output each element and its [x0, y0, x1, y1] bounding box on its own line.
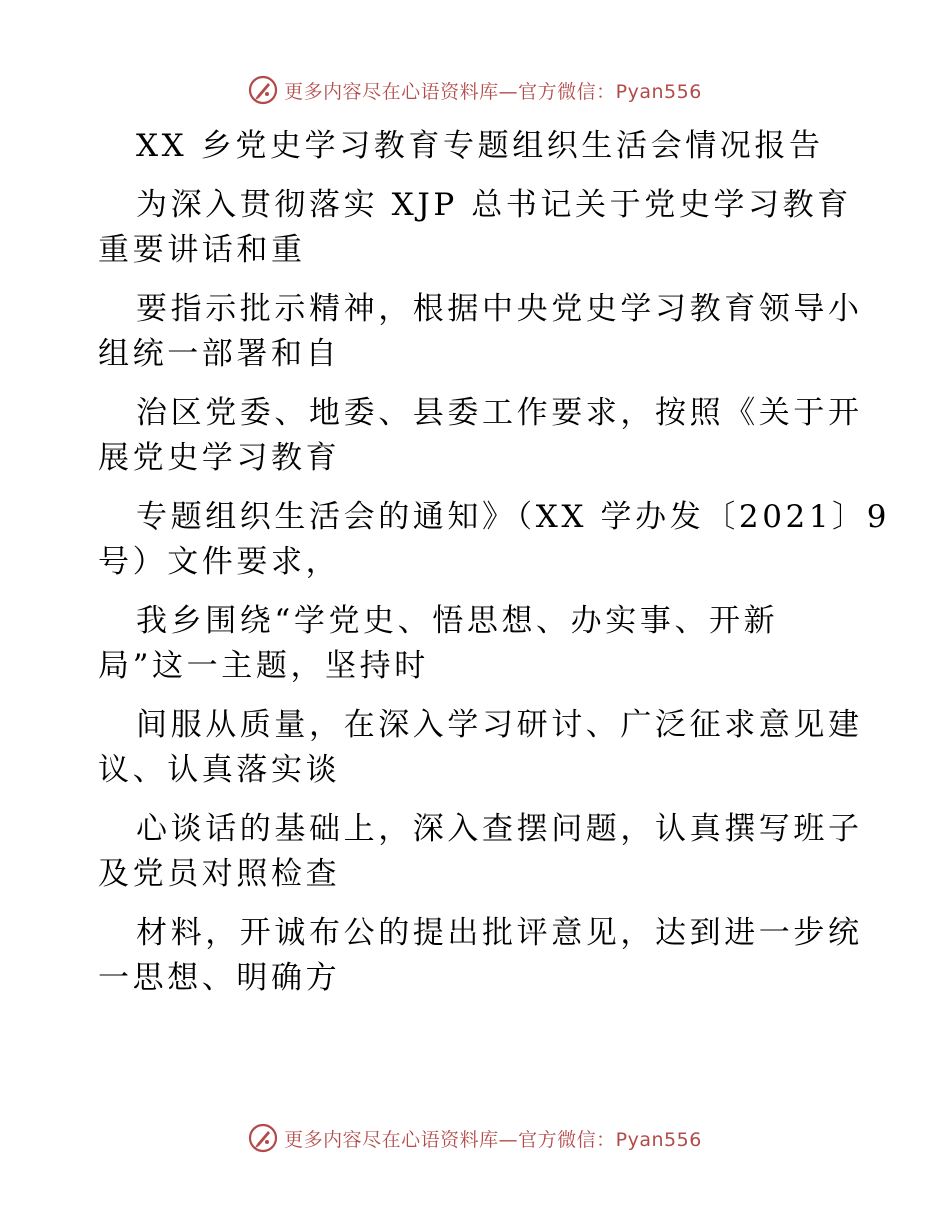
paragraph-line: 议、认真落实谈 — [98, 752, 341, 788]
paragraph-line: 局”这一主题，坚持时 — [98, 648, 429, 684]
logo-icon — [248, 75, 278, 105]
paragraph-line: 我乡围绕“学党史、悟思想、办实事、开新 — [136, 603, 779, 639]
document-title: XX 乡党史学习教育专题组织生活会情况报告 — [136, 128, 824, 164]
paragraph-line: 号）文件要求， — [98, 544, 341, 580]
paragraph-line: 间服从质量，在深入学习研讨、广泛征求意见建 — [136, 707, 863, 743]
paragraph-line: 重要讲话和重 — [98, 232, 306, 268]
watermark-banner-top — [0, 70, 950, 110]
watermark-banner-bottom — [0, 1118, 950, 1158]
paragraph-line: 及党员对照检查 — [98, 856, 341, 892]
paragraph-line: 要指示批示精神，根据中央党史学习教育领导小 — [136, 291, 863, 327]
logo-icon — [248, 1123, 278, 1153]
paragraph-line: 为深入贯彻落实 XJP 总书记关于党史学习教育 — [136, 187, 852, 223]
paragraph-line: 组统一部署和自 — [98, 336, 341, 372]
document-body — [98, 124, 891, 1001]
watermark-text: 更多内容尽在心语资料库—官方微信：Pyan556 — [284, 1128, 702, 1151]
paragraph-line: 治区党委、地委、县委工作要求，按照《关于开 — [136, 395, 863, 431]
watermark-text: 更多内容尽在心语资料库—官方微信：Pyan556 — [284, 80, 702, 103]
paragraph-line: 展党史学习教育 — [98, 440, 341, 476]
paragraph-line: 心谈话的基础上，深入查摆问题，认真撰写班子 — [136, 811, 863, 847]
paragraph-line: 专题组织生活会的通知》（XX 学办发〔2021〕9 — [136, 499, 891, 535]
paragraph-line: 一思想、明确方 — [98, 960, 341, 996]
paragraph-line: 材料，开诚布公的提出批评意见，达到进一步统 — [136, 915, 863, 951]
